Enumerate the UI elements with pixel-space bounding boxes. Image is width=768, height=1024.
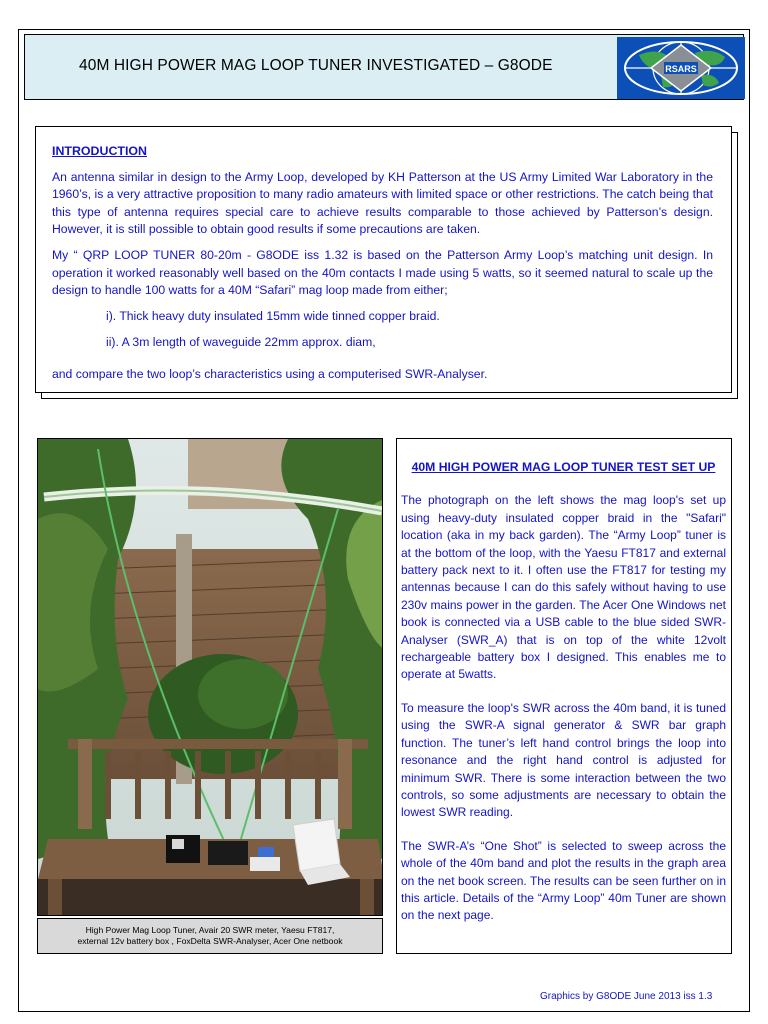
intro-paragraph: An antenna similar in design to the Army Loop, developed by KH Patterson at the US Army Limited War Laboratory in the 1960’s, is a very attractive proposition to many radio amateurs with limited space or other restrictions. The catch being that this type of antenna requires special care to achieve results comparable to those achieved by Patterson’s design. However, it is still possible to obtain good results if some precautions are taken.: [52, 169, 713, 237]
caption-line: High Power Mag Loop Tuner, Avair 20 SWR meter, Yaesu FT817,: [85, 925, 335, 935]
header-banner: [24, 34, 744, 100]
rsars-logo: [617, 37, 745, 99]
setup-paragraph: The SWR-A’s “One Shot” is selected to sweep across the whole of the 40m band and plot the results in the graph area on the net book screen. The results can be seen further on in this article. Details of the “Army Loop” 40m Tuner are shown on the next page.: [401, 838, 726, 923]
logo-text: RSARS: [665, 64, 697, 74]
intro-paragraph: My “ QRP LOOP TUNER 80-20m - G8ODE iss 1.32 is based on the Patterson Army Loop’s matching unit design. In operation it worked reasonably well based on the 40m contacts I made using 5 watts, so it seemed natural to scale up the design to handle 100 watts for a 40M “Safari” mag loop made from either;: [52, 247, 713, 298]
photo-caption: [37, 918, 383, 954]
setup-paragraph: To measure the loop's SWR across the 40m band, it is tuned using the SWR-A signal generator & SWR bar graph function. The tuner’s left hand control brings the loop into resonance and the right hand control is adjusted for minimum SWR. There is some interaction between the two controls, so some adjustments are necessary to obtain the lowest SWR reading.: [401, 700, 726, 820]
mag-loop-photo: [37, 438, 383, 916]
introduction-section: [35, 126, 732, 393]
intro-list-item: i). Thick heavy duty insulated 15mm wide tinned copper braid.: [106, 308, 440, 323]
setup-paragraph: The photograph on the left shows the mag loop's set up using heavy-duty insulated copper braid in the "Safari" location (aka in my back garden). The “Army Loop” tuner is at the bottom of the loop, with the Yaesu FT817 and external battery pack next to it. I often use the FT817 for testing my antennas because I can do this safely without having to use 230v mains power in the garden. The Acer One Windows net book is connected via a USB cable to the blue sided SWR-Analyser (SWR_A) that is on top of the white 12volt rechargeable battery box I designed. This enables me to operate at 5watts.: [401, 493, 726, 682]
intro-list-item: ii). A 3m length of waveguide 22mm approx. diam,: [106, 335, 376, 350]
test-setup-section: [396, 438, 732, 954]
footer-credit: Graphics by G8ODE June 2013 iss 1.3: [540, 991, 713, 1002]
introduction-heading: INTRODUCTION: [52, 144, 147, 158]
test-setup-heading: 40M HIGH POWER MAG LOOP TUNER TEST SET UP: [411, 460, 716, 474]
intro-closing: and compare the two loop’s characteristics using a computerised SWR-Analyser.: [52, 366, 488, 381]
page-title: 40M HIGH POWER MAG LOOP TUNER INVESTIGATED – G8ODE: [79, 57, 553, 74]
caption-line: external 12v battery box , FoxDelta SWR-Analyser, Acer One netbook: [77, 936, 343, 946]
